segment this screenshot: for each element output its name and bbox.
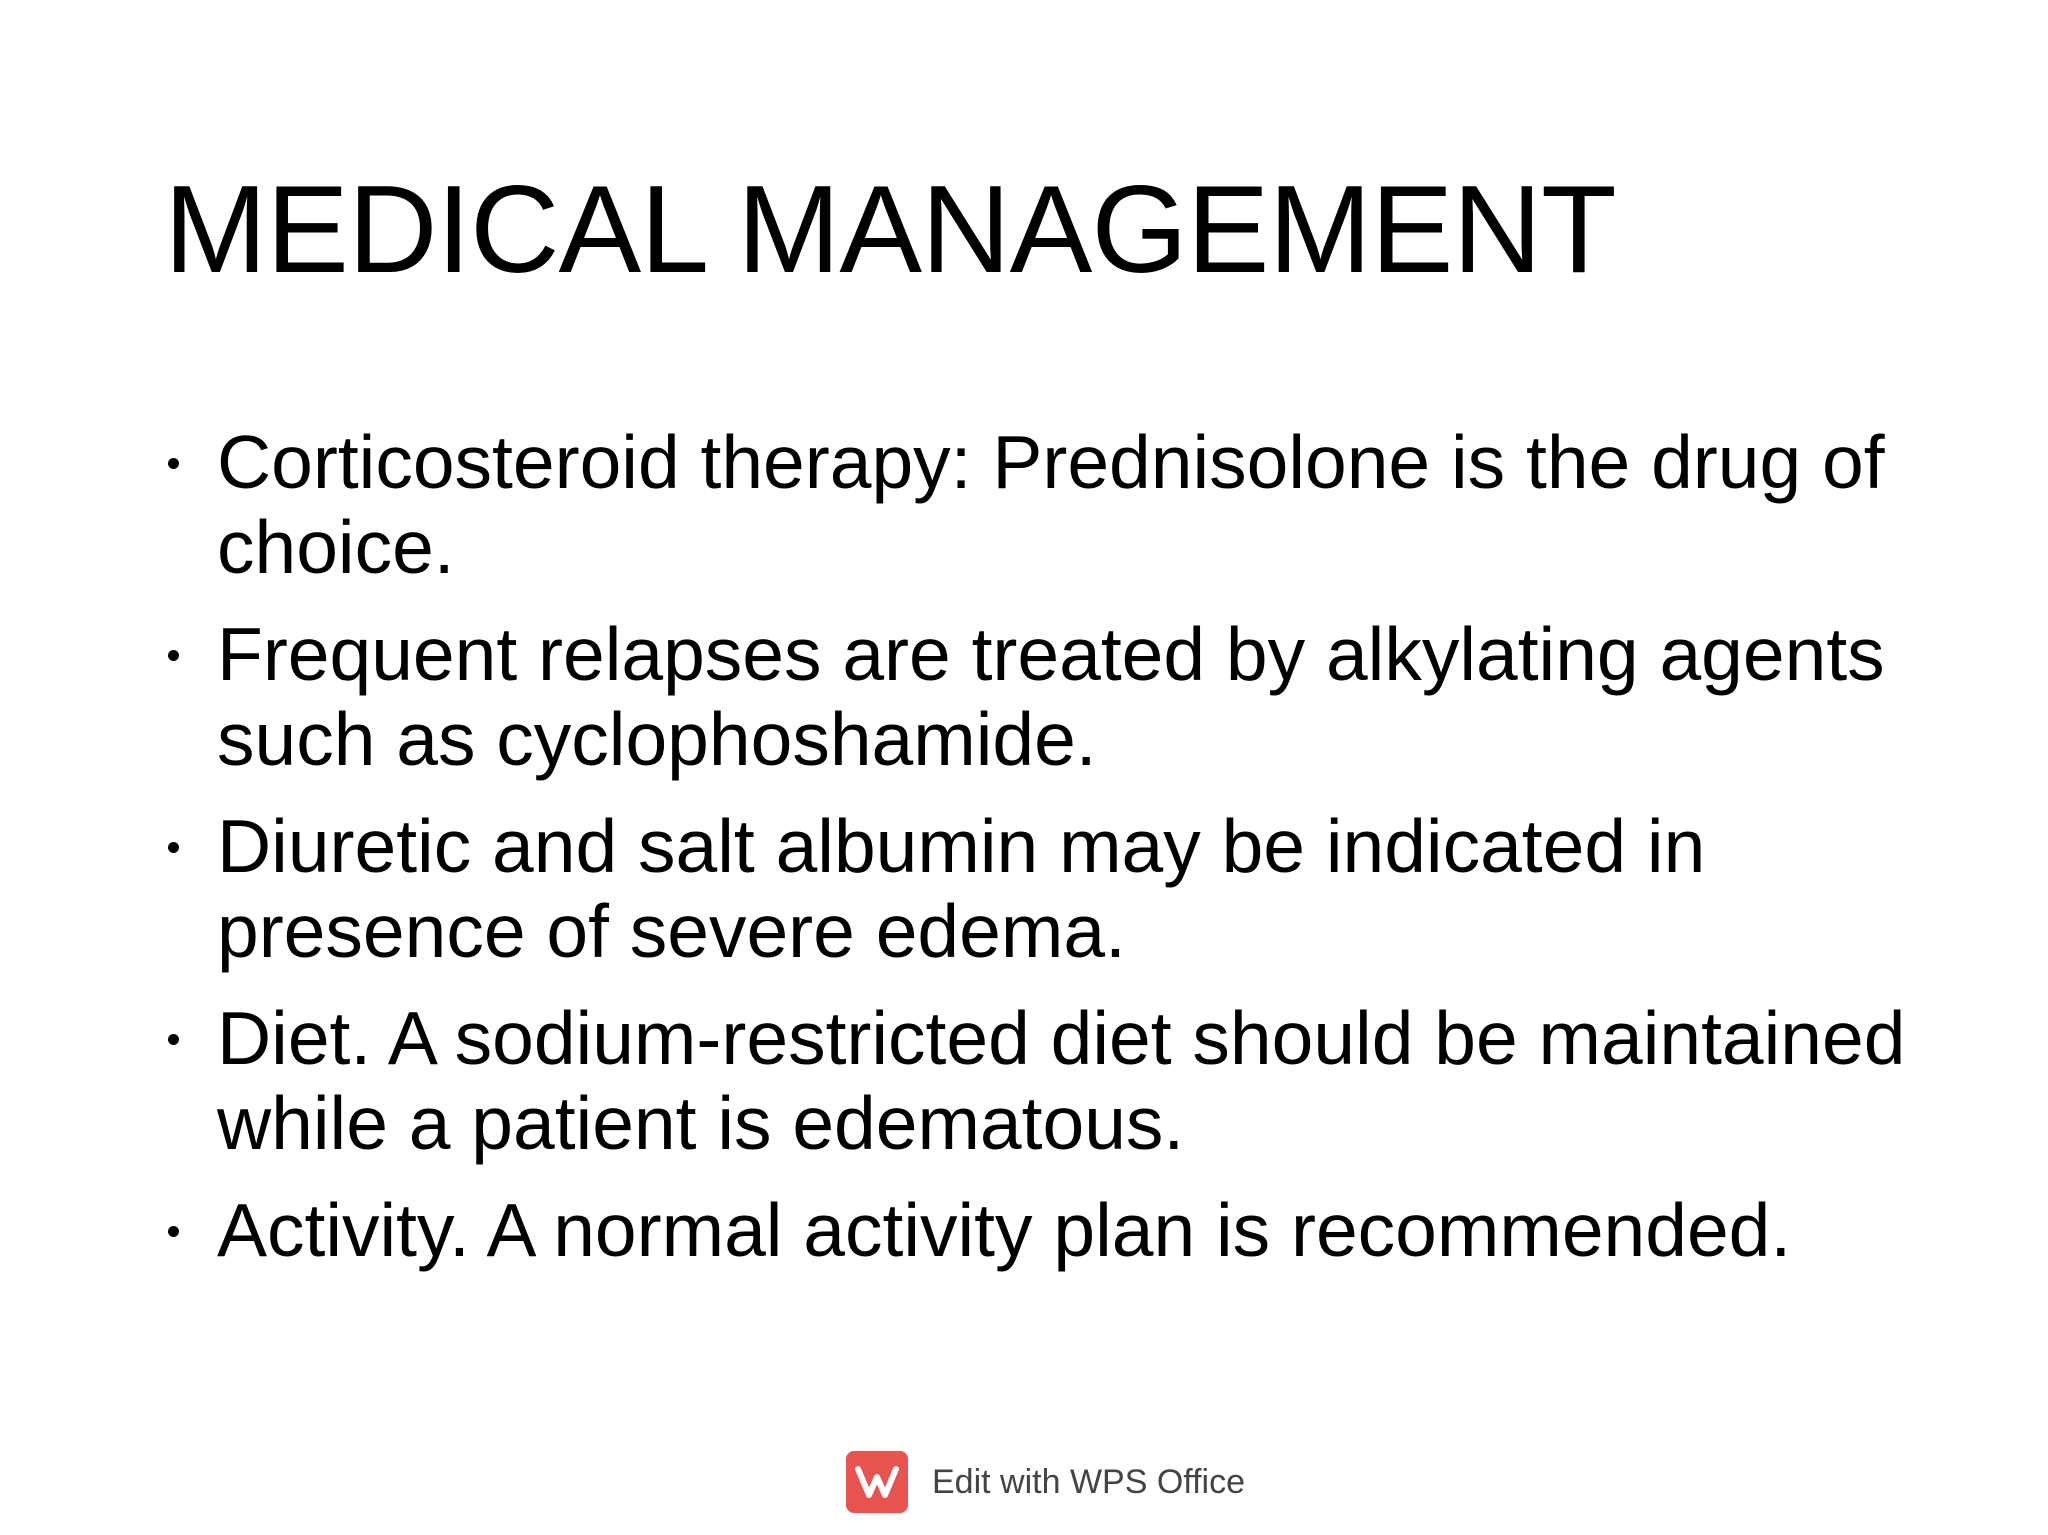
bullet-item (164, 420, 1924, 590)
bullet-item (164, 996, 1924, 1166)
bullet-dot-icon (168, 1226, 179, 1237)
bullet-text: Activity. A normal activity plan is recommended. (217, 1188, 1792, 1272)
bullet-text: Corticosteroid therapy: Prednisolone is the drug of choice. (217, 420, 1885, 589)
wps-watermark-label: Edit with WPS Office (932, 1462, 1246, 1501)
wps-watermark[interactable] (846, 1450, 1245, 1514)
bullet-dot-icon (168, 842, 179, 853)
wps-logo-icon (846, 1451, 908, 1513)
slide-title: MEDICAL MANAGEMENT (164, 161, 1616, 299)
bullet-item (164, 612, 1924, 782)
bullet-item (164, 804, 1924, 974)
bullet-dot-icon (168, 458, 179, 469)
bullet-list (164, 420, 1924, 1295)
bullet-text: Frequent relapses are treated by alkylating agents such as cyclophoshamide. (217, 612, 1885, 781)
bullet-text: Diet. A sodium-restricted diet should be maintained while a patient is edematous. (217, 996, 1906, 1165)
bullet-item (164, 1188, 1924, 1273)
wps-w-glyph-icon (855, 1465, 899, 1499)
bullet-dot-icon (168, 650, 179, 661)
bullet-text: Diuretic and salt albumin may be indicated in presence of severe edema. (217, 804, 1706, 973)
bullet-dot-icon (168, 1034, 179, 1045)
